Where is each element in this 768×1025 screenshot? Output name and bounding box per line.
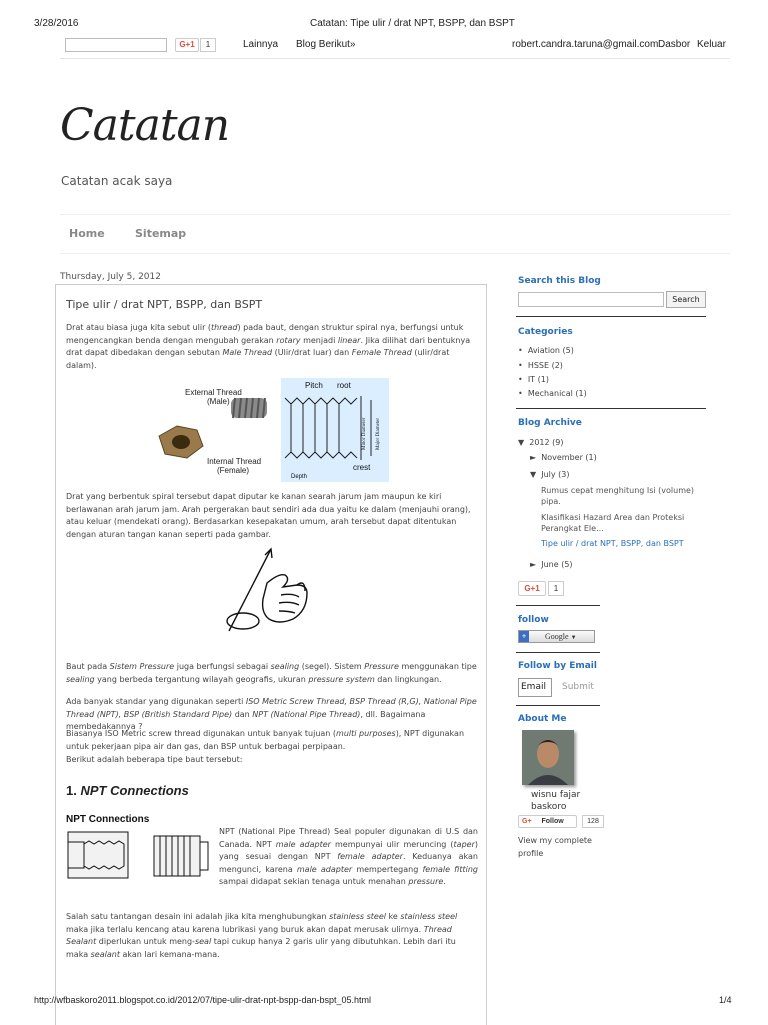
post-paragraph-3: Baut pada Sistem Pressure juga berfungsi sebagai sealing (segel). Sistem Pressure menggunakan tipe sealing yang berbeda tergantung wilayah geografis, ukuran pressure system dan lingkungan. <box>66 662 477 684</box>
category-item[interactable]: • IT (1) <box>518 375 549 384</box>
npt-connections-figure <box>66 812 211 884</box>
navbar-search-input[interactable] <box>65 38 167 52</box>
divider <box>516 605 600 606</box>
divider <box>516 652 600 653</box>
logout-link[interactable]: Keluar <box>697 39 726 50</box>
pitch-label: Pitch <box>305 381 323 390</box>
sidebar-gplus-count: 1 <box>548 581 564 596</box>
gplus-icon: G+ <box>522 818 532 825</box>
follow-title: follow <box>518 615 549 625</box>
view-profile-link-line-2[interactable]: profile <box>518 849 544 858</box>
dashboard-link[interactable]: Dasbor <box>658 39 691 50</box>
archive-month-november[interactable]: ► November (1) <box>530 453 597 462</box>
female-label: (Female) <box>217 466 250 475</box>
post-paragraph-7: NPT (National Pipe Thread) Seal populer digunakan di U.S dan Canada. NPT male adapter mempunyai ulir meruncing (taper) yang sesuai dengan NPT female adapter. Keduanya akan mengunci, karena male adapter mempertegang female fitting sampai didapat sekian tenaga untuk menahan pressure. <box>219 827 478 886</box>
crest-label: crest <box>353 463 371 472</box>
post-date: Thursday, July 5, 2012 <box>60 272 161 282</box>
archive-post-link[interactable]: Klasifikasi Hazard Area dan Proteksi Perangkat Ele... <box>541 513 685 533</box>
post-paragraph-2: Drat yang berbentuk spiral tersebut dapat diputar ke kanan searah jarum jam maupun ke kiri berlawanan arah jarum jam. Arah pergerakan baut sendiri ada dua yaitu ke dalam (menjauhi orang), atau keluar (mendekati orang). Berdasarkan kesepakatan umum, arah tersebut dapat ditentukan dengan aturan tangan kanan seperti pada gambar. <box>66 492 471 539</box>
divider <box>516 316 706 317</box>
footer-url: http://wfbaskoro2011.blogspot.co.id/2012/07/tipe-ulir-drat-npt-bspp-dan-bspt_05.html <box>34 995 372 1005</box>
archive-month-july[interactable]: ▼ July (3) <box>530 470 570 479</box>
print-date: 3/28/2016 <box>34 18 79 29</box>
archive-title: Blog Archive <box>518 418 582 428</box>
user-email-link[interactable]: robert.candra.taruna@gmail.com <box>512 39 659 50</box>
archive-post-link-current[interactable]: Tipe ulir / drat NPT, BSPP, dan BSPT <box>541 539 684 548</box>
gplus-button[interactable]: G+1 <box>175 38 199 52</box>
follow-email-title: Follow by Email <box>518 661 597 671</box>
nav-home[interactable]: Home <box>69 227 105 240</box>
internal-thread-label: Internal Thread <box>207 457 262 466</box>
footer-page-number: 1/4 <box>719 995 732 1005</box>
divider <box>516 408 706 409</box>
nav-sitemap[interactable]: Sitemap <box>135 227 187 240</box>
sidebar-gplus-button[interactable]: G+1 <box>518 581 546 596</box>
post-paragraph-5: Biasanya ISO Metric screw thread digunakan untuk banyak tujuan (multi purposes), NPT digunakan untuk pekerjaan pipa air dan gas, dan BSP untuk berbagai perpipaan. <box>66 729 465 751</box>
author-name-line-1[interactable]: wisnu fajar <box>531 790 581 800</box>
email-input[interactable]: Email <box>518 678 552 697</box>
blog-search-input[interactable] <box>518 292 664 307</box>
blogger-navbar <box>60 36 730 59</box>
more-link[interactable]: Lainnya <box>243 39 279 50</box>
profile-avatar[interactable] <box>522 730 574 785</box>
post-paragraph-6: Berikut adalah beberapa tipe baut tersebut: <box>66 755 243 764</box>
thread-figure <box>155 378 390 483</box>
section-heading: 1. NPT Connections <box>66 783 189 798</box>
page-nav <box>60 214 730 254</box>
minor-diameter-label: Minor Diameter <box>362 417 367 450</box>
depth-label: Depth <box>291 474 308 480</box>
category-item[interactable]: • Mechanical (1) <box>518 389 587 398</box>
category-item[interactable]: • Aviation (5) <box>518 346 574 355</box>
divider <box>516 705 600 706</box>
blog-description: Catatan acak saya <box>61 174 173 188</box>
chevron-down-icon: ▼ <box>570 635 577 641</box>
post-paragraph-1: Drat atau biasa juga kita sebut ulir (thread) pada baut, dengan struktur spiral nya, berfungsi untuk mengencangkan benda dengan mengubah gerakan rotary menjadi linear. Jika dilihat dari bentuknya drat dapat dibedakan dengan sebutan Male Thread (Ulir/drat luar) dan Female Thread (ulir/drat dalam). <box>66 323 471 370</box>
category-item[interactable]: • HSSE (2) <box>518 361 563 370</box>
blog-title[interactable]: Catatan <box>60 100 230 151</box>
post-paragraph-8: Salah satu tantangan desain ini adalah jika kita menghubungkan stainless steel ke stainless steel maka jika terlalu kencang atau karena lubrikasi yang buruk akan dapat merusak ulirnya. Thread Sealant diperlukan untuk meng-seal tapi cukup hanya 2 garis ulir yang dibutuhkan. Lebih dari itu maka sealant akan lari kemana-mana. <box>66 912 458 959</box>
plus-icon: + <box>519 631 529 642</box>
post-paragraph-4: Ada banyak standar yang digunakan seperti ISO Metric Screw Thread, BSP Thread (R,G), National Pipe Thread (NPT), BSP (British Standard Pipe) dan NPT (National Pipe Thread), dll. Bagaimana membedakannya ? <box>66 697 477 731</box>
major-diameter-label: Major Diameter <box>376 417 381 450</box>
male-bolt-image <box>231 398 267 418</box>
post-title[interactable]: Tipe ulir / drat NPT, BSPP, dan BSPT <box>66 298 263 311</box>
view-profile-link-line-1[interactable]: View my complete <box>518 836 592 845</box>
search-widget-title: Search this Blog <box>518 276 601 286</box>
male-label: (Male) <box>207 397 230 406</box>
print-title: Catatan: Tipe ulir / drat NPT, BSPP, dan BSPT <box>310 18 515 29</box>
google-follow-button[interactable]: + Google ▼ <box>518 630 595 643</box>
search-button[interactable]: Search <box>666 291 706 308</box>
right-hand-rule-image <box>215 545 325 635</box>
author-name-line-2[interactable]: baskoro <box>531 802 567 812</box>
female-nut-image <box>159 426 203 458</box>
archive-post-link[interactable]: Rumus cepat menghitung Isi (volume) pipa. <box>541 486 695 506</box>
external-thread-label: External Thread <box>185 388 242 397</box>
next-blog-link[interactable]: Blog Berikut» <box>296 39 356 50</box>
root-label: root <box>337 381 351 390</box>
gplus-count: 1 <box>200 38 216 52</box>
follow-button[interactable]: G+ Follow <box>518 815 577 828</box>
about-me-title: About Me <box>518 714 567 724</box>
archive-year-2012[interactable]: ▼ 2012 (9) <box>518 438 564 447</box>
archive-month-june[interactable]: ► June (5) <box>530 560 573 569</box>
follower-count: 128 <box>582 815 604 828</box>
email-submit-button[interactable]: Submit <box>562 682 594 692</box>
npt-figure-caption: NPT Connections <box>66 814 150 825</box>
categories-title: Categories <box>518 327 573 337</box>
